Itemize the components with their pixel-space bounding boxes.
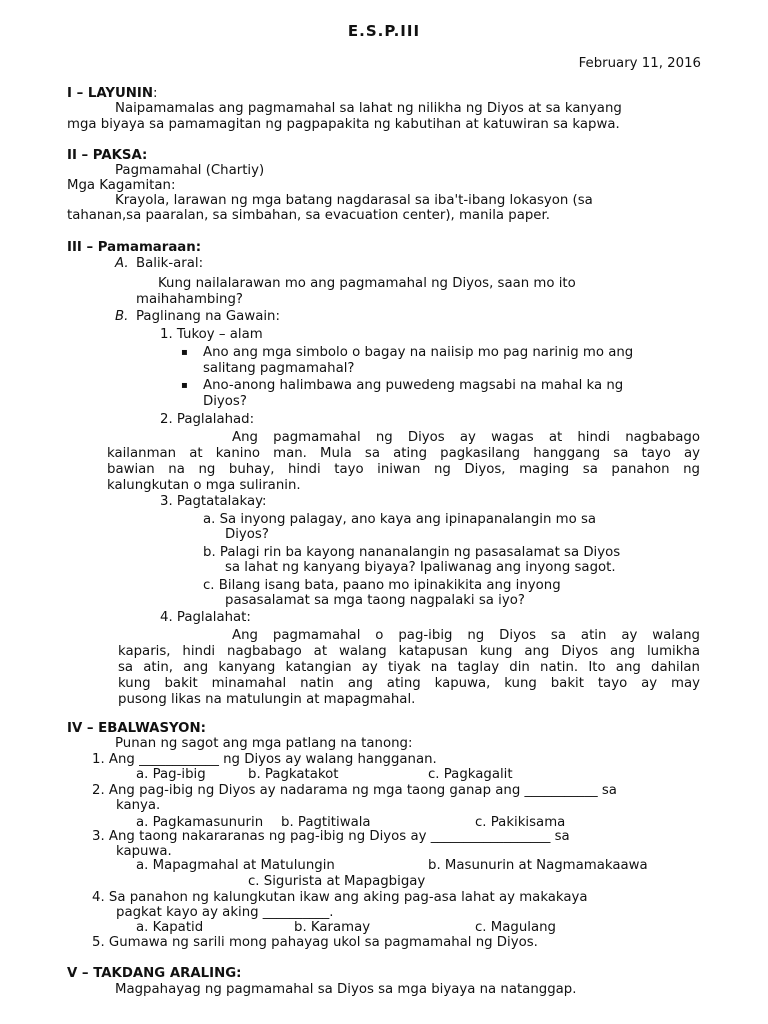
layunin-heading-line (67, 86, 157, 102)
pagtatalakay-c-line-1: c. Bilang isang bata, paano mo ipinakikita ang inyong (203, 578, 561, 593)
question-4-line-2: pagkat kayo ay aking __________. (116, 905, 334, 920)
paglalahat-line-4: kung bakit minamahal natin ang ating kapuwa, kung bakit tayo ay may (118, 676, 700, 691)
layunin-line-1: Naipamamalas ang pagmamahal sa lahat ng nilikha ng Diyos at sa kanyang (115, 101, 622, 116)
step-1-bullet-1-line-1: ▪ Ano ang mga simbolo o bagay na naiisip mo pag narinig mo ang (203, 345, 633, 361)
step-3-pagtatalakay: 3. Pagtatalakay: (160, 494, 267, 509)
balik-aral-label: Balik-aral: (136, 256, 204, 271)
question-4-choice-a: a. Kapatid (136, 920, 204, 935)
question-2-choice-c: c. Pakikisama (475, 815, 566, 830)
question-3-line-1: 3. Ang taong nakararanas ng pag-ibig ng Diyos ay __________________ sa (92, 829, 570, 844)
paglalahat-line-5: pusong likas na matulungin at mapagmahal. (118, 692, 416, 707)
balik-aral-question-1: Kung nailalarawan mo ang pagmamahal ng Diyos, saan mo ito (158, 276, 576, 291)
section-b-letter: B. (115, 309, 129, 324)
pagtatalakay-b-line-2: sa lahat ng kanyang biyaya? Ipaliwanag ang inyong sagot. (225, 560, 616, 575)
paglalahat-line-3: sa atin, ang kanyang katangian ay tiyak na taglay din natin. Ito ang dahilan (118, 660, 700, 675)
section-a-letter: A. (115, 256, 129, 271)
balik-aral-question-2: maihahambing? (136, 292, 243, 307)
kagamitan-label: Mga Kagamitan: (67, 178, 176, 193)
pagtatalakay-b-line-1: b. Palagi rin ba kayong nananalangin ng pasasalamat sa Diyos (203, 545, 621, 560)
paksa-heading: II – PAKSA: (67, 148, 148, 163)
paglinang-label: Paglinang na Gawain: (136, 309, 280, 324)
paksa-topic: Pagmamahal (Chartiy) (115, 163, 265, 178)
takdang-text: Magpahayag ng pagmamahal sa Diyos sa mga biyaya na natanggap. (115, 982, 577, 997)
question-3-choice-a: a. Mapagmahal at Matulungin (136, 858, 335, 873)
paglalahad-line-3: bawian na ng buhay, hindi tayo iniwan ng Diyos, maging sa panahon ng (107, 462, 700, 477)
question-5: 5. Gumawa ng sarili mong pahayag ukol sa pagmamahal ng Diyos. (92, 935, 538, 950)
section-b-marker (115, 309, 128, 325)
pagtatalakay-a-line-1: a. Sa inyong palagay, ano kaya ang ipinapanalangin mo sa (203, 512, 597, 527)
question-4-choice-b: b. Karamay (294, 920, 371, 935)
paglalahat-line-2: kaparis, hindi nagbabago at walang katapusan kung ang Diyos ang lumikha (118, 644, 700, 659)
ebalwasyon-heading: IV – EBALWASYON: (67, 721, 206, 736)
question-1: 1. Ang ____________ ng Diyos ay walang hangganan. (92, 752, 437, 767)
question-3-choice-c: c. Sigurista at Mapagbigay (248, 874, 426, 889)
paglalahad-line-4: kalungkutan o mga suliranin. (107, 478, 301, 493)
pamamaraan-heading: III – Pamamaraan: (67, 240, 202, 255)
question-4-choice-c: c. Magulang (475, 920, 556, 935)
takdang-heading: V – TAKDANG ARALING: (67, 966, 242, 981)
question-3-choice-b: b. Masunurin at Nagmamakaawa (428, 858, 648, 873)
question-4-line-1: 4. Sa panahon ng kalungkutan ikaw ang aking pag-asa lahat ay makakaya (92, 890, 588, 905)
paglalahad-line-1: Ang pagmamahal ng Diyos ay wagas at hindi nagbabago (232, 430, 700, 445)
step-2-paglalahad: 2. Paglalahad: (160, 412, 255, 427)
paglalahad-paragraph (107, 430, 700, 494)
question-1-choice-a: a. Pag-ibig (136, 767, 206, 782)
question-2-line-1: 2. Ang pag-ibig ng Diyos ay nadarama ng mga taong ganap ang ___________ sa (92, 783, 617, 798)
paglalahat-paragraph (118, 628, 700, 708)
question-2-choice-a: a. Pagkamasunurin (136, 815, 264, 830)
document-date: February 11, 2016 (578, 56, 701, 71)
layunin-heading: I – LAYUNIN (67, 86, 153, 101)
section-a-marker (115, 256, 129, 272)
step-1-bullet-2-line-2: Diyos? (203, 394, 247, 409)
layunin-colon: : (152, 86, 158, 101)
pagtatalakay-a-line-2: Diyos? (225, 527, 269, 542)
kagamitan-line-1: Krayola, larawan ng mga batang nagdarasal sa iba't-ibang lokasyon (sa (115, 193, 593, 208)
layunin-line-2: mga biyaya sa pamamagitan ng pagpapakita ng kabutihan at katuwiran sa kapwa. (67, 117, 620, 132)
step-1-bullet-2-line-1: ▪ Ano-anong halimbawa ang puwedeng magsabi na mahal ka ng (203, 378, 623, 394)
step-1-bullet-1-line-2: salitang pagmamahal? (203, 361, 355, 376)
ebalwasyon-intro: Punan ng sagot ang mga patlang na tanong: (115, 736, 413, 751)
document-title: E.S.P.III (347, 22, 421, 40)
kagamitan-line-2: tahanan,sa paaralan, sa simbahan, sa evacuation center), manila paper. (67, 208, 550, 223)
question-2-line-2: kanya. (116, 798, 161, 813)
step-1-tukoy-alam: 1. Tukoy – alam (160, 327, 263, 342)
question-1-choice-b: b. Pagkatakot (248, 767, 339, 782)
pagtatalakay-c-line-2: pasasalamat sa mga taong nagpalaki sa iyo? (225, 593, 525, 608)
question-3-line-2: kapuwa. (116, 844, 172, 859)
paglalahat-line-1: Ang pagmamahal o pag-ibig ng Diyos sa atin ay walang (232, 628, 700, 643)
paglalahad-line-2: kailanman at kanino man. Mula sa ating pagkasilang hanggang sa tayo ay (107, 446, 700, 461)
step-4-paglalahat: 4. Paglalahat: (160, 610, 251, 625)
question-1-choice-c: c. Pagkagalit (428, 767, 513, 782)
question-2-choice-b: b. Pagtitiwala (281, 815, 371, 830)
